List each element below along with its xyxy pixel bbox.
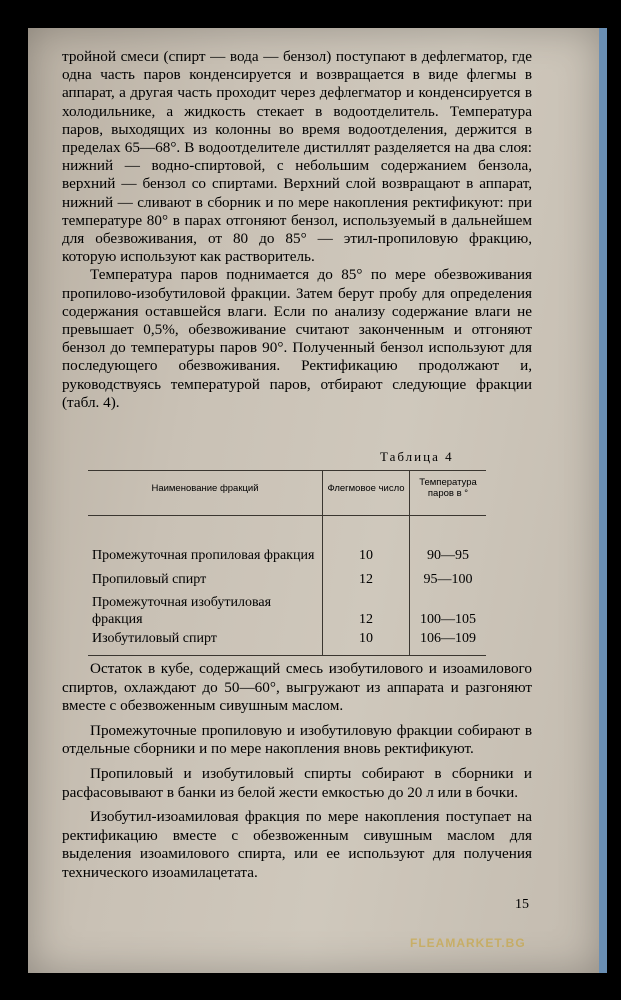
header-fraction-name: Наименование фракций xyxy=(88,471,323,516)
reflux-value: 10 xyxy=(323,516,410,564)
paragraph-5: Пропиловый и изобутиловый спирты собирают в сборники и расфасовывают в банки из белой жести емкостью до 20 л или в бочки. xyxy=(62,764,532,801)
table-row xyxy=(88,516,486,564)
table-caption: Таблица 4 xyxy=(380,449,454,464)
temp-value: 95—100 xyxy=(410,564,487,588)
temp-value: 106—109 xyxy=(410,628,487,656)
reflux-value: 12 xyxy=(323,564,410,588)
temp-value: 100—105 xyxy=(410,588,487,628)
temp-value: 90—95 xyxy=(410,516,487,564)
paragraph-3: Остаток в кубе, содержащий смесь изобутилового и изоамилового спиртов, охлаждают до 50—60°, выгружают из аппарата и разгоняют вместе с обезвоженным сивушным маслом. xyxy=(62,660,532,715)
fractions-table xyxy=(88,470,486,656)
fraction-name: Промежуточная изобутиловая фракция xyxy=(92,594,272,627)
fraction-name: Изобутиловый спирт xyxy=(88,628,323,656)
table-row xyxy=(88,588,486,628)
page-edge xyxy=(599,28,607,973)
reflux-value: 10 xyxy=(323,628,410,656)
reflux-value: 12 xyxy=(323,588,410,628)
header-temperature: Температура паров в ° xyxy=(410,471,487,516)
table-row xyxy=(88,628,486,656)
paragraph-2: Температура паров поднимается до 85° по мере обезвоживания пропилово-изобутиловой фракции. Затем берут пробу для определения содержания оставшейся влаги. Если по анализу содержание влаги не превышает 0,5%, обезвоживание считают законченным и отгоняют бензол до температуры паров 90°. Полученный бензол используют для последующего обезвоживания. Ректификацию продолжают и, руководствуясь температурой паров, отбирают следующие фракции (табл. 4). xyxy=(62,266,532,411)
watermark: FLEAMARKET.BG xyxy=(410,936,526,950)
page-number: 15 xyxy=(515,897,529,912)
table-row xyxy=(88,564,486,588)
paragraph-6: Изобутил-изоамиловая фракция по мере накопления поступает на ректификацию вместе с обезвоженным сивушным маслом для выделения изоамилового спирта, или ее используют для получения технического изоамилацетата. xyxy=(62,808,532,881)
body-text-bottom xyxy=(62,660,532,889)
paragraph-4: Промежуточные пропиловую и изобутиловую фракции собирают в отдельные сборники и по мере накопления вновь ректификуют. xyxy=(62,721,532,758)
body-text-top xyxy=(62,48,532,412)
fraction-name: Промежуточная пропиловая фракция xyxy=(92,547,315,563)
fraction-name: Пропиловый спирт xyxy=(92,571,207,587)
header-reflux: Флегмовое число xyxy=(323,471,410,516)
paragraph-1: тройной смеси (спирт — вода — бензол) поступают в дефлегматор, где одна часть паров конденсируется и возвращается в виде флегмы в аппарат, а другая часть проходит через дефлегматор и конденсируется в холодильнике, а жидкость стекает в водоотделитель. Температура паров, выходящих из колонны во время водоотделения, держится в пределах 65—68°. В водоотделителе дистиллят разделяется на два слоя: нижний — водно-спиртовой, с небольшим содержанием бензола, верхний — бензол со спиртами. Верхний слой возвращают в аппарат, нижний — сливают в сборник и по мере накопления ректификуют: при температуре 80° в парах отгоняют бензол, используемый в дальнейшем для обезвоживания, от 80 до 85° — этил-пропиловую фракцию, которую используют как растворитель. xyxy=(62,48,532,266)
